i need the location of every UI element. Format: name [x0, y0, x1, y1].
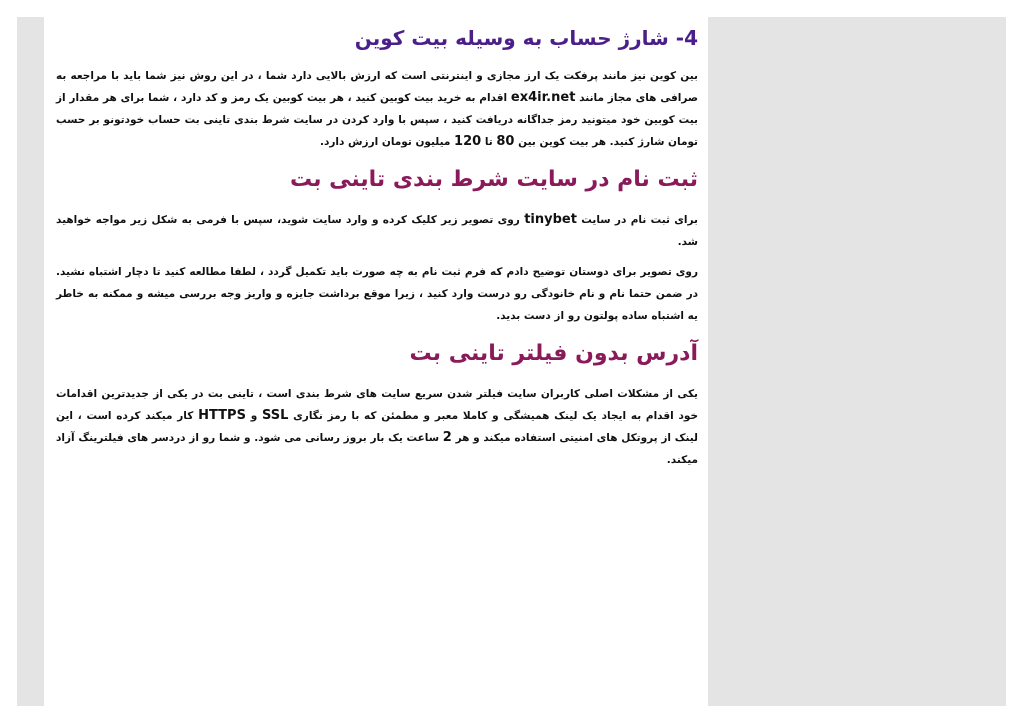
- number: 120: [454, 134, 482, 149]
- text: اقدام به خرید بیت کوبین کنید ، هر بیت کوبین یک رمز و کد دارد ، شما برای هر مقدار از بیت کوبین خود میتونید رمز جداگانه دریافت کنید ، سپس با وارد کردن در سایت شرط بندی تاینی بت حساب خودتونو بر حسب تومان شارژ کنید. هر بیت کوین بین: [56, 92, 698, 148]
- https-text: HTTPS: [198, 408, 246, 423]
- text: و: [245, 410, 262, 422]
- text: کار میکند کرده است ، این لینک از پروتکل های امنیتی استفاده میکند و هر: [56, 410, 698, 444]
- text: تا: [481, 136, 497, 148]
- number: 80: [496, 134, 515, 149]
- text: روی تصویر زیر کلیک کرده و وارد سایت شوید، سپس با فرمی به شکل زیر مواجه خواهید شد.: [56, 214, 698, 248]
- article-content: [44, 17, 708, 706]
- heading-registration: ثبت نام در سایت شرط بندی تاینی بت: [289, 167, 698, 192]
- text: ساعت یک بار بروز رسانی می شود. و شما رو از دردسر های فیلترینگ آزاد میکند.: [56, 432, 698, 466]
- exchange-link-text: ex4ir.net: [510, 90, 576, 105]
- paragraph-unfiltered-address: [56, 383, 698, 471]
- text: میلیون تومان ارزش دارد.: [319, 136, 455, 148]
- brand-name: tinybet: [524, 212, 577, 227]
- text: بین کوین نیز مانند پرفکت یک ارز مجازی و اینترنتی است که ارزش بالایی دارد شما ، در این روش نیز شما باید با مراجعه به صرافی های مجاز مانند: [56, 70, 698, 104]
- paragraph-registration-2: روی تصویر برای دوستان توضیح دادم که فرم ثبت نام به چه صورت باید تکمیل گردد ، لطفا مطالعه کنید تا دچار اشتباه نشید. در ضمن حتما نام و نام خانودگی رو درست وارد کنید ، زیرا موقع برداشت جایزه و واریز وجه بررسی میشه و ممکنه به خاطر یه اشتباه ساده پولتون رو از دست بدید.: [56, 266, 698, 322]
- ssl-text: SSL: [261, 408, 289, 423]
- paragraph-registration-1: [56, 209, 698, 253]
- text: برای ثبت نام در سایت: [576, 214, 698, 226]
- heading-unfiltered-address: آدرس بدون فیلتر تاینی بت: [409, 341, 698, 366]
- number: 2: [442, 430, 452, 445]
- paragraph-bitcoin: [56, 65, 698, 153]
- heading-bitcoin-charge: 4- شارژ حساب به وسیله بیت کوین: [354, 26, 698, 50]
- text: یکی از مشکلات اصلی کاربران سایت فیلتر شدن سریع سایت های شرط بندی است ، تاینی بت در یکی از جدیدترین اقدامات خود اقدام به ایجاد یک لینک همیشگی و کاملا معبر و مطمئن که با رمز نگاری: [56, 388, 699, 422]
- sidebar: [708, 17, 1006, 706]
